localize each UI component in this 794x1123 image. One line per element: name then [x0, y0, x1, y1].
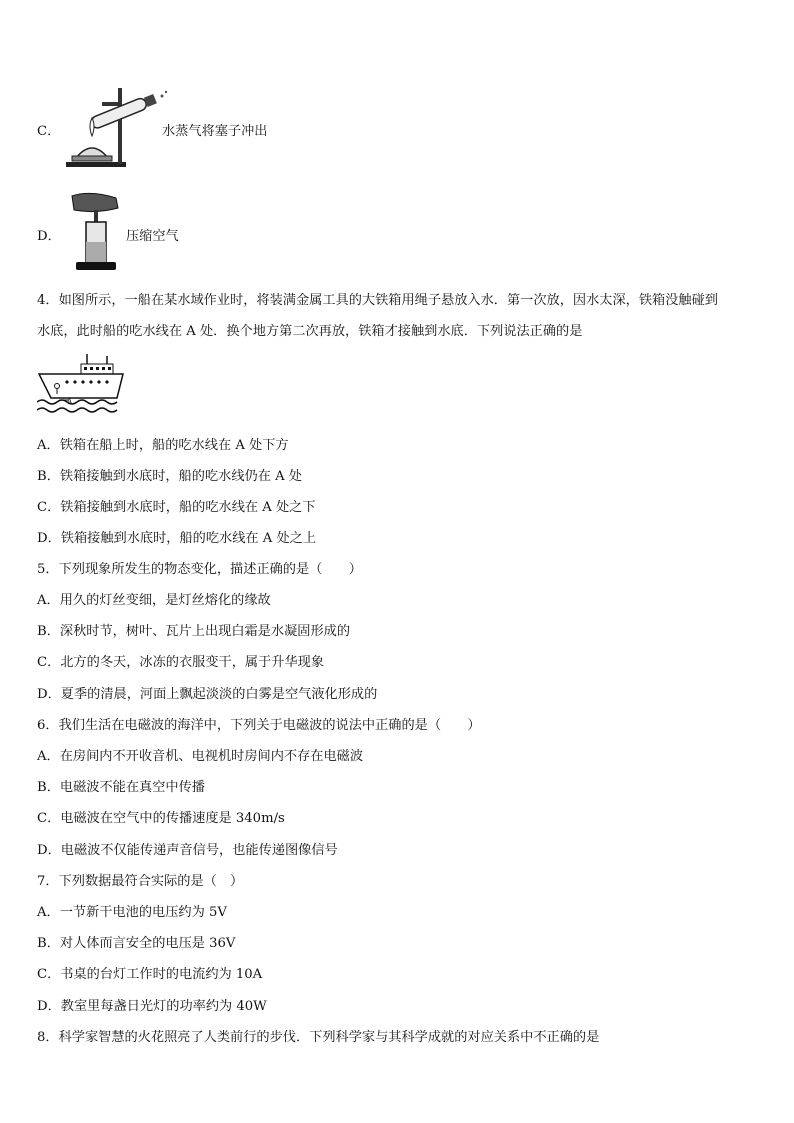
option-d-label: D．	[37, 229, 61, 244]
test-tube-heating-figure	[62, 86, 172, 170]
q8-stem: 8．科学家智慧的火花照亮了人类前行的步伐．下列科学家与其科学成就的对应关系中不正确的是	[37, 1030, 600, 1045]
q7-option-c: C．书桌的台灯工作时的电流约为 10A	[37, 967, 263, 982]
waterline-label: A	[67, 397, 73, 405]
option-d-caption: 压缩空气	[126, 229, 179, 244]
q4-stem-line1: 4．如图所示，一船在某水域作业时，将装满金属工具的大铁箱用绳子悬放入水．第一次放，因水太深，铁箱没触碰到	[37, 293, 718, 308]
q6-option-a: A．在房间内不开收音机、电视机时房间内不存在电磁波	[37, 749, 364, 764]
q7-option-a: A．一节新干电池的电压约为 5V	[37, 905, 227, 920]
q5-option-d: D．夏季的清晨，河面上飘起淡淡的白雾是空气液化形成的	[37, 687, 378, 702]
q5-option-a: A．用久的灯丝变细，是灯丝熔化的缘故	[37, 593, 271, 608]
q7-option-b: B．对人体而言安全的电压是 36V	[37, 936, 236, 951]
q4-option-c: C．铁箱接触到水底时，船的吃水线在 A 处之下	[37, 500, 316, 515]
q4-option-d: D．铁箱接触到水底时，船的吃水线在 A 处之上	[37, 531, 317, 546]
q5-option-b: B．深秋时节，树叶、瓦片上出现白霜是水凝固形成的	[37, 624, 351, 639]
q4-option-b: B．铁箱接触到水底时，船的吃水线仍在 A 处	[37, 469, 302, 484]
option-c-label: C．	[37, 124, 61, 139]
q4-option-a: A．铁箱在船上时，船的吃水线在 A 处下方	[37, 438, 289, 453]
q6-option-b: B．电磁波不能在真空中传播	[37, 780, 205, 795]
option-c-caption: 水蒸气将塞子冲出	[162, 124, 268, 139]
q5-stem: 5．下列现象所发生的物态变化，描述正确的是（ ）	[37, 562, 362, 577]
q6-option-c: C．电磁波在空气中的传播速度是 340m/s	[37, 811, 285, 826]
q7-stem: 7．下列数据最符合实际的是（ ）	[37, 874, 244, 889]
air-compression-figure	[68, 192, 124, 276]
q4-stem-line2: 水底，此时船的吃水线在 A 处．换个地方第二次再放，铁箱才接触到水底．下列说法正确的是	[37, 324, 583, 339]
q7-option-d: D．教室里每盏日光灯的功率约为 40W	[37, 999, 267, 1014]
ship-figure	[37, 350, 125, 418]
q6-option-d: D．电磁波不仅能传递声音信号，也能传递图像信号	[37, 843, 338, 858]
q6-stem: 6．我们生活在电磁波的海洋中，下列关于电磁波的说法中正确的是（ ）	[37, 718, 481, 733]
q5-option-c: C．北方的冬天，冰冻的衣服变干，属于升华现象	[37, 655, 325, 670]
